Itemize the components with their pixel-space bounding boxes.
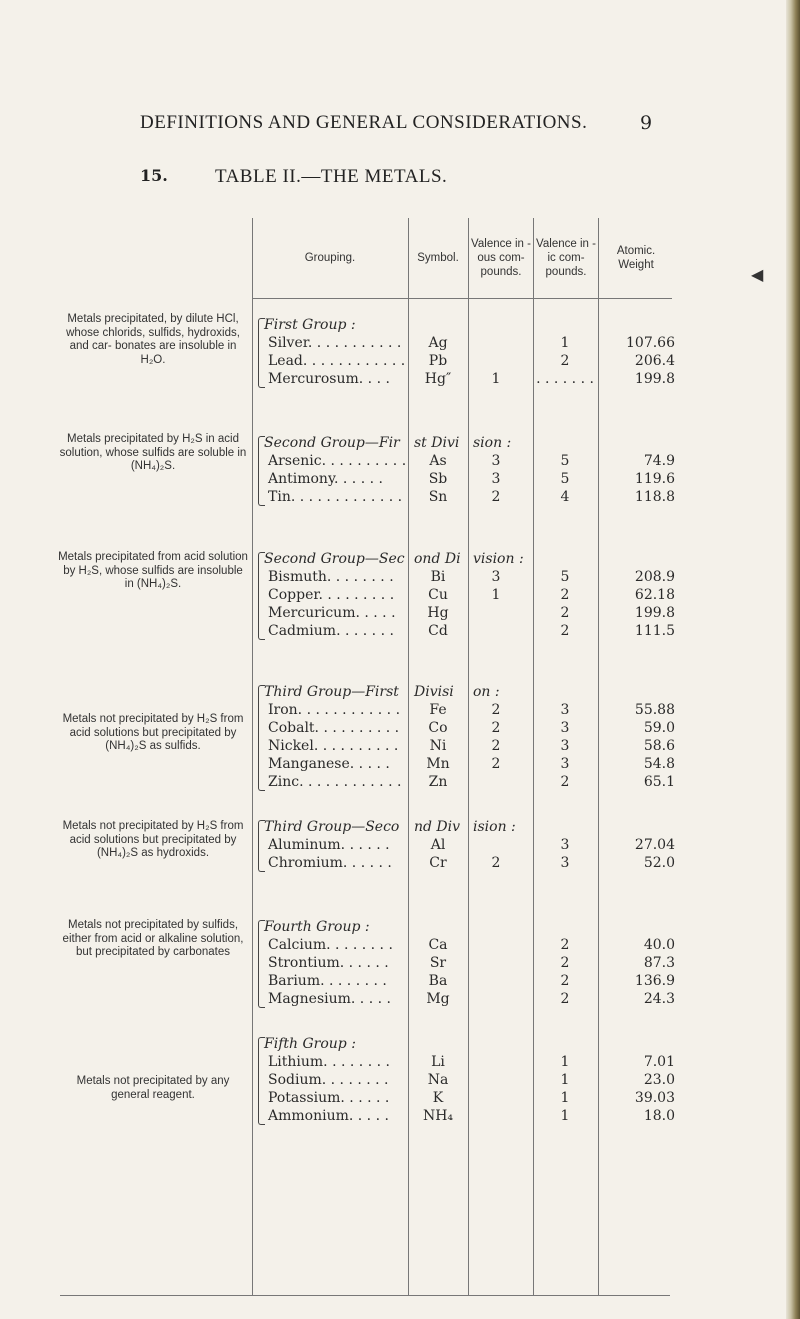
metal-name: Strontium. . . . . . <box>268 955 389 971</box>
atomic-weight: 27.04 <box>634 837 675 853</box>
bottom-rule <box>60 1295 670 1296</box>
group-heading-ous-fragment: vision : <box>473 551 524 567</box>
group-heading-symbol-fragment: st Divi <box>414 435 460 451</box>
metal-name: Zinc. . . . . . . . . . . . <box>268 774 402 790</box>
group-heading-ous-fragment: ision : <box>473 819 516 835</box>
metal-name: Mercurosum. . . . <box>268 371 390 387</box>
running-head: DEFINITIONS AND GENERAL CONSIDERATIONS. <box>140 112 588 133</box>
atomic-weight: 111.5 <box>634 623 675 639</box>
group-description: Metals not precipitated by sulfids, either from acid or alkaline solution, but precipitated by carbonates <box>62 919 244 958</box>
metal-symbol: Mn <box>426 756 450 772</box>
metal-symbol: Ba <box>428 973 448 989</box>
group-description: Metals not precipitated by H₂S from acid solutions but precipitated by (NH₄)₂S as hydroxids. <box>62 820 244 859</box>
table-row <box>0 755 800 773</box>
header-rule <box>252 298 672 299</box>
metal-symbol: As <box>429 453 447 469</box>
table-row <box>0 701 800 719</box>
group-heading-row <box>0 316 800 334</box>
margin-arrow-icon: ◀ <box>751 265 764 284</box>
metal-symbol: Hg <box>427 605 449 621</box>
group-heading-symbol-fragment: nd Div <box>414 819 461 835</box>
metal-symbol: Cu <box>428 587 448 603</box>
metal-symbol: Sb <box>428 471 448 487</box>
group-heading: Second Group—Fir <box>264 435 400 451</box>
table-row <box>0 936 800 954</box>
group-heading-row <box>0 918 800 936</box>
table-row <box>0 604 800 622</box>
metal-symbol: Pb <box>428 353 448 369</box>
table-row <box>0 1089 800 1107</box>
metal-name: Cadmium. . . . . . . <box>268 623 394 639</box>
atomic-weight: 87.3 <box>643 955 675 971</box>
metal-name: Ammonium. . . . . <box>268 1108 389 1124</box>
atomic-weight: 40.0 <box>643 937 675 953</box>
metal-name: Tin. . . . . . . . . . . . . <box>268 489 403 505</box>
metal-name: Chromium. . . . . . <box>268 855 392 871</box>
table-row <box>0 470 800 488</box>
table-row <box>0 488 800 506</box>
atomic-weight: 199.8 <box>634 371 675 387</box>
valence-ic: 2 <box>560 973 570 989</box>
metal-name: Mercuricum. . . . . <box>268 605 396 621</box>
header-valence-ic: Valence in -ic com- pounds. <box>536 238 596 278</box>
valence-ic: 3 <box>560 855 570 871</box>
group-heading-row <box>0 550 800 568</box>
metal-name: Calcium. . . . . . . . <box>268 937 393 953</box>
valence-ous: 2 <box>491 720 501 736</box>
valence-ic: 2 <box>560 605 570 621</box>
table-row <box>0 854 800 872</box>
metal-symbol: Ca <box>428 937 448 953</box>
table-row <box>0 586 800 604</box>
header-valence-ous: Valence in -ous com- pounds. <box>471 238 531 278</box>
metal-symbol: Sr <box>429 955 447 971</box>
atomic-weight: 62.18 <box>634 587 675 603</box>
metal-name: Nickel. . . . . . . . . . <box>268 738 399 754</box>
metal-symbol: Bi <box>430 569 446 585</box>
table-row <box>0 1107 800 1125</box>
valence-ous: 1 <box>491 371 501 387</box>
table-row <box>0 370 800 388</box>
header-grouping: Grouping. <box>304 252 356 264</box>
valence-ic: 1 <box>560 1108 570 1124</box>
valence-ic: 1 <box>560 1090 570 1106</box>
valence-ic: 2 <box>560 623 570 639</box>
table-row <box>0 954 800 972</box>
metal-symbol: Li <box>431 1054 445 1070</box>
metal-symbol: Hg″ <box>424 371 452 387</box>
group-description: Metals precipitated by H₂S in acid solution, whose sulfids are soluble in (NH₄)₂S. <box>59 433 247 472</box>
group-heading: Third Group—Seco <box>264 819 400 835</box>
header-symbol: Symbol. <box>417 252 459 264</box>
table-row <box>0 737 800 755</box>
atomic-weight: 119.6 <box>634 471 675 487</box>
table-title: TABLE II.—THE METALS. <box>215 166 448 187</box>
atomic-weight: 39.03 <box>634 1090 675 1106</box>
metal-name: Copper. . . . . . . . . <box>268 587 395 603</box>
group-heading: Fifth Group : <box>264 1036 356 1052</box>
group-heading: Third Group—First <box>264 684 399 700</box>
metal-name: Sodium. . . . . . . . <box>268 1072 389 1088</box>
valence-ic: 5 <box>560 453 570 469</box>
metal-name: Antimony. . . . . . <box>268 471 383 487</box>
atomic-weight: 59.0 <box>643 720 675 736</box>
valence-ic: 1 <box>560 335 570 351</box>
metal-symbol: Na <box>427 1072 449 1088</box>
metal-symbol: K <box>432 1090 444 1106</box>
metal-name: Lead. . . . . . . . . . . . <box>268 353 406 369</box>
table-label: 15. <box>140 166 168 185</box>
metal-name: Arsenic. . . . . . . . . . <box>268 453 407 469</box>
metal-name: Potassium. . . . . . <box>268 1090 390 1106</box>
valence-ic: 3 <box>560 756 570 772</box>
atomic-weight: 52.0 <box>643 855 675 871</box>
table-row <box>0 568 800 586</box>
valence-ic: . . . . . . . <box>536 371 594 387</box>
metal-name: Silver. . . . . . . . . . . <box>268 335 402 351</box>
valence-ic: 5 <box>560 569 570 585</box>
page-number: 9 <box>640 112 653 134</box>
metal-name: Magnesium. . . . . <box>268 991 391 1007</box>
valence-ic: 4 <box>560 489 570 505</box>
valence-ous: 2 <box>491 702 501 718</box>
group-heading-symbol-fragment: Divisi <box>414 684 454 700</box>
atomic-weight: 18.0 <box>643 1108 675 1124</box>
group-heading-row <box>0 1035 800 1053</box>
atomic-weight: 208.9 <box>634 569 675 585</box>
valence-ous: 2 <box>491 489 501 505</box>
valence-ic: 3 <box>560 702 570 718</box>
group-description: Metals not precipitated by any general reagent. <box>76 1075 230 1101</box>
group-heading: Second Group—Sec <box>264 551 405 567</box>
metal-symbol: Cd <box>428 623 448 639</box>
atomic-weight: 55.88 <box>634 702 675 718</box>
atomic-weight: 199.8 <box>634 605 675 621</box>
table-row <box>0 334 800 352</box>
valence-ic: 3 <box>560 837 570 853</box>
table-row <box>0 352 800 370</box>
valence-ous: 3 <box>491 471 501 487</box>
atomic-weight: 65.1 <box>643 774 675 790</box>
valence-ic: 2 <box>560 353 570 369</box>
metal-name: Iron. . . . . . . . . . . . <box>268 702 401 718</box>
metal-name: Bismuth. . . . . . . . <box>268 569 394 585</box>
atomic-weight: 107.66 <box>626 335 675 351</box>
metal-symbol: Ag <box>428 335 448 351</box>
group-description: Metals precipitated, by dilute HCl, whose chlorids, sulfids, hydroxids, and car- bonates are insoluble in H₂O. <box>66 313 240 366</box>
atomic-weight: 136.9 <box>634 973 675 989</box>
valence-ic: 3 <box>560 720 570 736</box>
valence-ous: 1 <box>491 587 501 603</box>
metal-name: Cobalt. . . . . . . . . . <box>268 720 400 736</box>
group-heading-row <box>0 434 800 452</box>
group-heading: First Group : <box>264 317 356 333</box>
valence-ic: 1 <box>560 1072 570 1088</box>
metal-name: Aluminum. . . . . . <box>268 837 390 853</box>
group-heading-row <box>0 683 800 701</box>
valence-ic: 1 <box>560 1054 570 1070</box>
group-heading-ous-fragment: sion : <box>473 435 512 451</box>
table-row <box>0 622 800 640</box>
table-row <box>0 990 800 1008</box>
metal-symbol: Sn <box>428 489 448 505</box>
group-heading: Fourth Group : <box>264 919 370 935</box>
metal-symbol: Co <box>428 720 448 736</box>
table-row <box>0 773 800 791</box>
table-row <box>0 719 800 737</box>
valence-ous: 3 <box>491 569 501 585</box>
metal-symbol: Fe <box>429 702 447 718</box>
table-row <box>0 972 800 990</box>
valence-ic: 2 <box>560 587 570 603</box>
valence-ous: 2 <box>491 738 501 754</box>
valence-ic: 2 <box>560 991 570 1007</box>
atomic-weight: 7.01 <box>643 1054 675 1070</box>
group-heading-symbol-fragment: ond Di <box>414 551 461 567</box>
valence-ic: 2 <box>560 955 570 971</box>
metal-symbol: Al <box>430 837 446 853</box>
metal-symbol: Cr <box>429 855 447 871</box>
metal-name: Barium. . . . . . . . <box>268 973 387 989</box>
valence-ic: 2 <box>560 937 570 953</box>
metal-symbol: NH₄ <box>422 1108 454 1124</box>
atomic-weight: 23.0 <box>643 1072 675 1088</box>
metal-symbol: Ni <box>429 738 447 754</box>
atomic-weight: 74.9 <box>643 453 675 469</box>
atomic-weight: 118.8 <box>634 489 675 505</box>
header-atomic-weight: Atomic. Weight <box>616 245 656 271</box>
table-row <box>0 1053 800 1071</box>
atomic-weight: 54.8 <box>643 756 675 772</box>
valence-ous: 2 <box>491 855 501 871</box>
group-description: Metals precipitated from acid solution by H₂S, whose sulfids are insoluble in (NH₄)₂S. <box>58 551 248 590</box>
table-row <box>0 836 800 854</box>
group-description: Metals not precipitated by H₂S from acid solutions but precipitated by (NH₄)₂S as sulfids. <box>62 713 244 752</box>
atomic-weight: 24.3 <box>643 991 675 1007</box>
metal-symbol: Mg <box>426 991 450 1007</box>
atomic-weight: 206.4 <box>634 353 675 369</box>
group-heading-row <box>0 818 800 836</box>
valence-ic: 3 <box>560 738 570 754</box>
group-heading-ous-fragment: on : <box>473 684 500 700</box>
table-row <box>0 1071 800 1089</box>
table-row <box>0 452 800 470</box>
valence-ic: 2 <box>560 774 570 790</box>
atomic-weight: 58.6 <box>643 738 675 754</box>
metal-name: Lithium. . . . . . . . <box>268 1054 390 1070</box>
metal-name: Manganese. . . . . <box>268 756 390 772</box>
valence-ous: 3 <box>491 453 501 469</box>
valence-ous: 2 <box>491 756 501 772</box>
valence-ic: 5 <box>560 471 570 487</box>
metal-symbol: Zn <box>428 774 448 790</box>
